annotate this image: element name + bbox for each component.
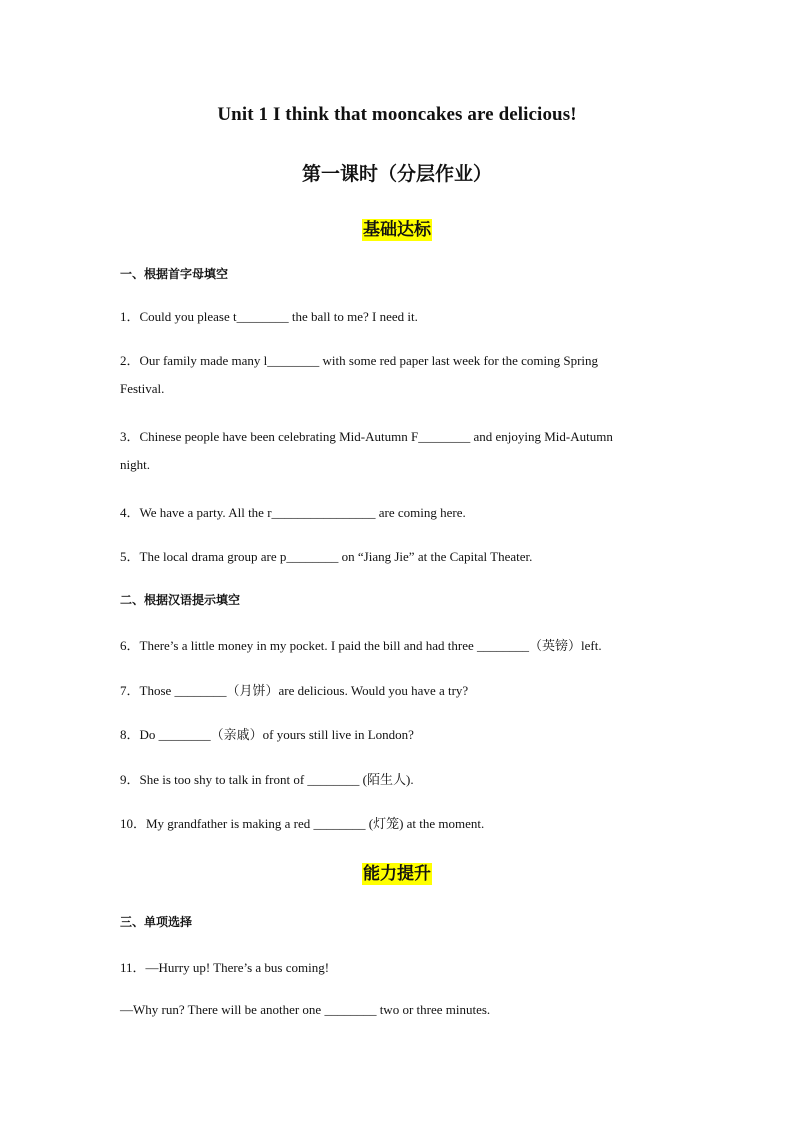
question-11-line-1: 11．—Hurry up! There’s a bus coming! (120, 960, 330, 975)
question-10: 10．My grandfather is making a red ________ (灯笼) at the moment. (120, 816, 485, 831)
question-5: 5．The local drama group are p________ on “Jiang Jie” at the Capital Theater. (120, 549, 533, 564)
question-7: 7．Those ________（月饼）are delicious. Would you have a try? (120, 683, 469, 698)
question-11-line-2: —Why run? There will be another one ________ two or three minutes. (120, 1002, 491, 1017)
section-heading-2: 二、根据汉语提示填空 (120, 593, 241, 607)
page-subtitle: 第一课时（分层作业） (301, 163, 492, 185)
question-9: 9．She is too shy to talk in front of ________ (陌生人). (120, 772, 414, 787)
page-title: Unit 1 I think that mooncakes are delicious! (217, 104, 577, 125)
question-6: 6．There’s a little money in my pocket. I paid the bill and had three ________（英镑）left. (120, 638, 602, 653)
question-3-line-2: night. (120, 457, 150, 472)
section-heading-1: 一、根据首字母填空 (120, 267, 229, 281)
banner-advanced-label: 能力提升 (363, 864, 431, 884)
banner-basic (0, 215, 794, 240)
question-3-line-1: 3．Chinese people have been celebrating Mid-Autumn F________ and enjoying Mid-Autumn (120, 429, 613, 444)
section-heading-3: 三、单项选择 (120, 915, 193, 929)
question-4: 4．We have a party. All the r________________ are coming here. (120, 505, 466, 520)
question-8: 8．Do ________（亲戚）of yours still live in London? (120, 727, 414, 742)
banner-basic-label: 基础达标 (363, 220, 431, 240)
banner-advanced (0, 859, 794, 884)
question-1: 1．Could you please t________ the ball to me? I need it. (120, 309, 418, 324)
question-2-line-1: 2．Our family made many l________ with some red paper last week for the coming Spring (120, 353, 599, 368)
question-2-line-2: Festival. (120, 381, 165, 396)
